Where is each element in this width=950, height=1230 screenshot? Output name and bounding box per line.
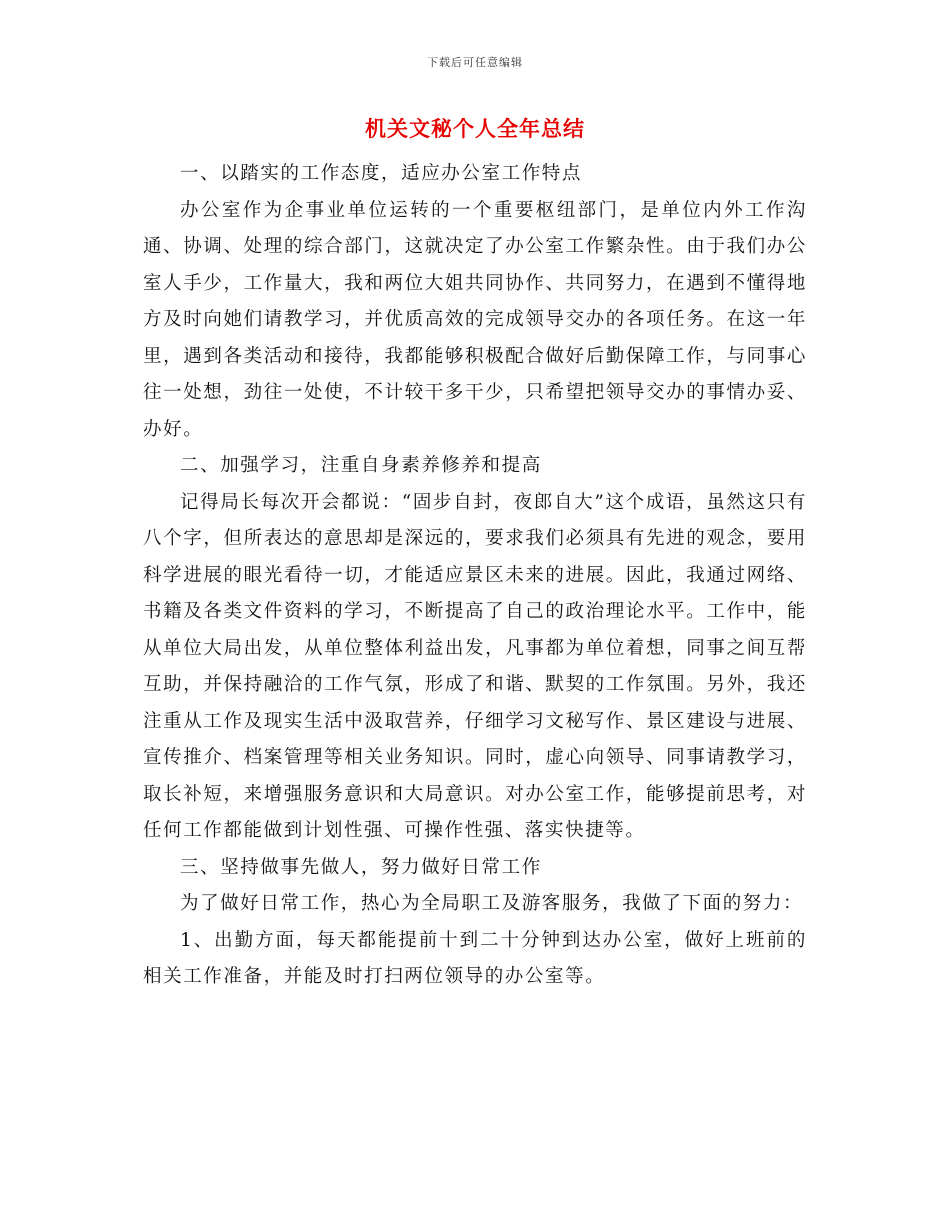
paragraph-3: 为了做好日常工作，热心为全局职工及游客服务，我做了下面的努力： — [180, 893, 804, 914]
document-title: 机关文秘个人全年总结 — [365, 116, 585, 141]
paragraph-2: 记得局长每次开会都说：“固步自封，夜郎自大”这个成语，虽然这只有八个字，但所表达的意思却是深远的，要求我们必须具有先进的观念，要用科学进展的眼光看待一切，才能适应景区未来的进展。因此，我通过网络、书籍及各类文件资料的学习，不断提高了自己的政治理论水平。工作中，能从单位大局出发，从单位整体利益出发，凡事都为单位着想，同事之间互帮互助，并保持融洽的工作气氛，形成了和谐、默契的工作氛围。另外，我还注重从工作及现实生活中汲取营养，仔细学习文秘写作、景区建设与进展、宣传推介、档案管理等相关业务知识。同时，虚心向领导、同事请教学习，取长补短，来增强服务意识和大局意识。对办公室工作，能够提前思考，对任何工作都能做到计划性强、可操作性强、落实快捷等。 — [143, 491, 807, 841]
section-heading-2: 二、加强学习，注重自身素养修养和提高 — [180, 455, 542, 476]
section-heading-1: 一、以踏实的工作态度，适应办公室工作特点 — [180, 163, 583, 184]
section-heading-3: 三、坚持做事先做人，努力做好日常工作 — [180, 856, 542, 878]
paragraph-4: 1、出勤方面，每天都能提前十到二十分钟到达办公室，做好上班前的相关工作准备，并能及时打扫两位领导的办公室等。 — [143, 929, 807, 987]
header-note: 下载后可任意编辑 — [427, 56, 523, 69]
document-body — [143, 156, 807, 996]
paragraph-1: 办公室作为企事业单位运转的一个重要枢纽部门，是单位内外工作沟通、协调、处理的综合部门，这就决定了办公室工作繁杂性。由于我们办公室人手少，工作量大，我和两位大姐共同协作、共同努力，在遇到不懂得地方及时向她们请教学习，并优质高效的完成领导交办的各项任务。在这一年里，遇到各类活动和接待，我都能够积极配合做好后勤保障工作，与同事心往一处想，劲往一处使，不计较干多干少，只希望把领导交办的事情办妥、办好。 — [143, 199, 807, 440]
